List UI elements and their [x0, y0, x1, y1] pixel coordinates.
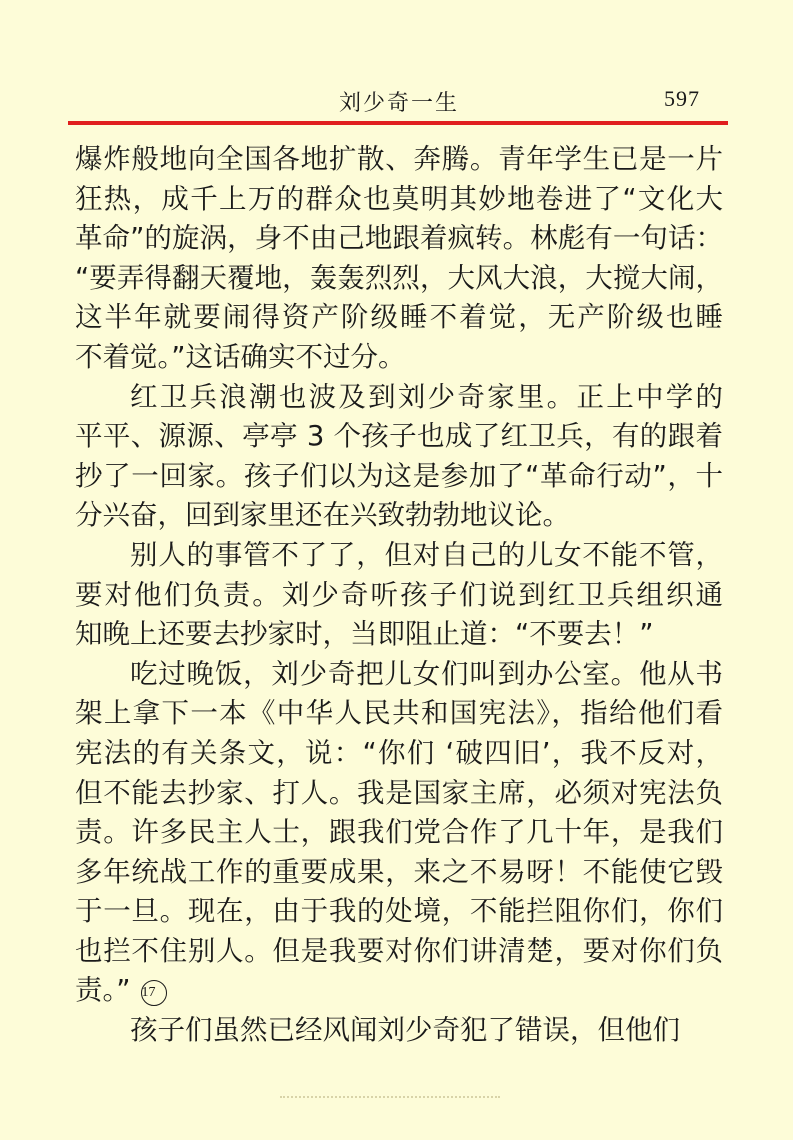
- paragraph-start-line: 红卫兵浪潮也波及到刘少奇家里。正上中学的: [130, 380, 723, 413]
- book-title: 刘少奇一生: [338, 91, 459, 116]
- text-line: 平平、源源、亭亭 3 个孩子也成了红卫兵，有的跟着: [75, 420, 723, 453]
- page-number: 597: [664, 86, 700, 111]
- running-header: [70, 86, 728, 120]
- text-line: 要对他们负责。刘少奇听孩子们说到红卫兵组织通: [75, 578, 723, 611]
- text-line: 这半年就要闹得资产阶级睡不着觉，无产阶级也睡: [75, 301, 723, 334]
- text-line: 不着觉。”这话确实不过分。: [75, 340, 406, 373]
- paragraph-start-line: 吃过晚饭，刘少奇把儿女们叫到办公室。他从书: [130, 657, 723, 690]
- body-text: [75, 140, 723, 1051]
- paragraph-start-line: 别人的事管不了了，但对自己的儿女不能不管，: [130, 538, 723, 571]
- text-line: 革命”的旋涡，身不由己地跟着疯转。林彪有一句话：: [75, 222, 723, 255]
- text-line: 也拦不住别人。但是我要对你们讲清楚，要对你们负: [75, 934, 723, 967]
- text-line: 责。许多民主人士，跟我们党合作了几十年，是我们: [75, 816, 723, 849]
- text-line: 但不能去抄家、打人。我是国家主席，必须对宪法负: [75, 776, 723, 809]
- text-line: 抄了一回家。孩子们以为这是参加了“革命行动”，十: [75, 459, 723, 492]
- footnote-marker[interactable]: 17: [141, 980, 167, 1006]
- text-line: 多年统战工作的重要成果，来之不易呀！不能使它毁: [75, 855, 723, 888]
- text-line: [75, 971, 723, 1011]
- text-line: 分兴奋，回到家里还在兴致勃勃地议论。: [75, 499, 570, 532]
- text-line: 知晚上还要去抄家时，当即阻止道：“不要去！”: [75, 618, 654, 651]
- text-line: 宪法的有关条文，说：“你们 ‘破四旧’，我不反对，: [75, 736, 723, 769]
- header-rule: [68, 121, 728, 125]
- bleed-through-marks: [280, 1096, 500, 1108]
- text-line: 爆炸般地向全国各地扩散、奔腾。青年学生已是一片: [75, 143, 723, 175]
- paragraph-start-line: 孩子们虽然已经风闻刘少奇犯了错误，但他们: [130, 1014, 680, 1047]
- text-line: 狂热，成千上万的群众也莫明其妙地卷进了“文化大: [75, 182, 723, 215]
- text-line: “要弄得翻天覆地，轰轰烈烈，大风大浪，大搅大闹，: [75, 261, 723, 294]
- text-line: 于一旦。现在，由于我的处境，不能拦阻你们，你们: [75, 895, 723, 928]
- text-line: 架上拿下一本《中华人民共和国宪法》，指给他们看: [75, 697, 723, 730]
- text-fragment: 责。”: [75, 974, 131, 1007]
